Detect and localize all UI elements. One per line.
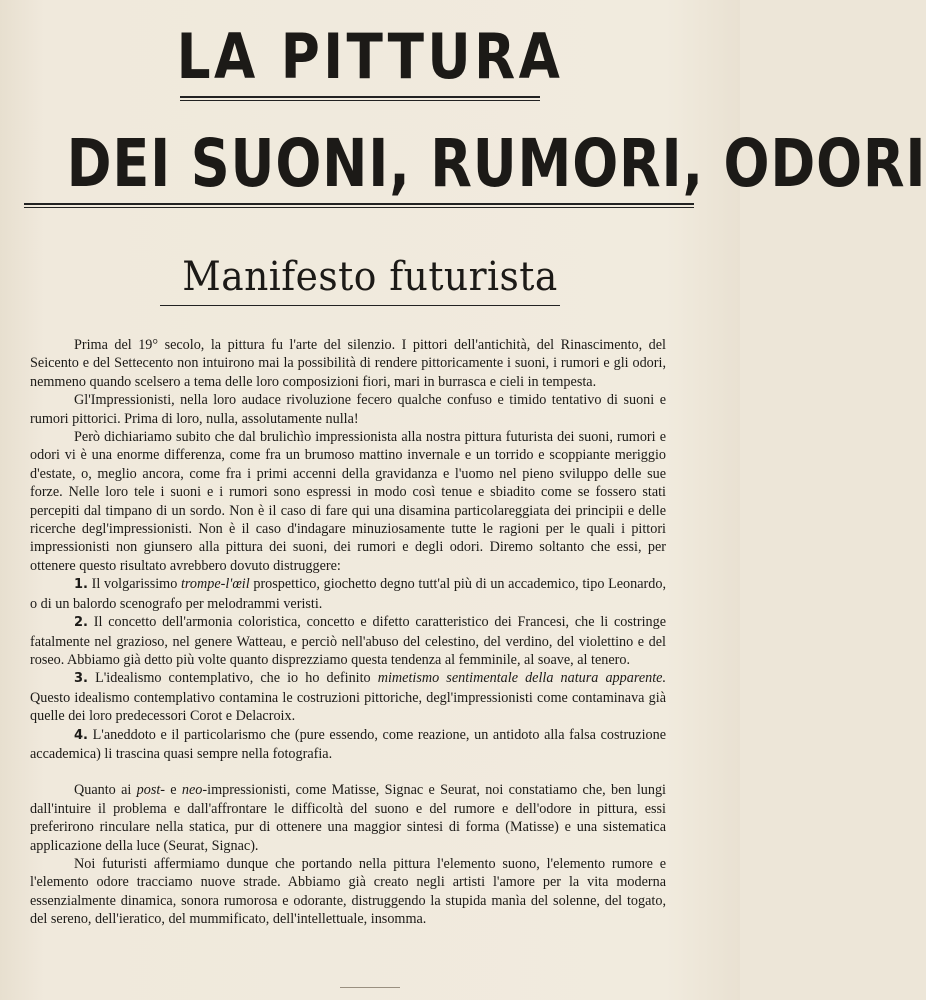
paragraph-4-text-c: -impressionisti, come Matisse, Signac e Seurat, noi constatiamo che, ben lungi dall'intuire il problema e dall'affrontare le difficoltà del suono e del rumore e dell'odore in pittura, essi preferirono rinculare nella statica, pur di ottenere una maggior sintesi di forma (Matisse) e una sistematica applicazione della luce (Seurat, Signac).	[30, 782, 666, 854]
paragraph-4-emphasis-neo: neo	[181, 782, 203, 799]
list-item-2	[30, 613, 666, 669]
list-item-2-text: Il concetto dell'armonia coloristica, concetto e difetto caratteristico dei Francesi, che li costringe fatalmente nel grazioso, nel genere Watteau, e perciò nell'abuso del celestino, del verdino, del violettino e del roseo. Abbiamo già detto più volte quanto disprezziamo questa tendenza al femminile, al soave, al tenero.	[30, 614, 667, 668]
title-line-2: DEI SUONI, RUMORI, ODORI	[66, 125, 926, 202]
list-number-3: 3.	[74, 671, 88, 687]
paragraph-3: Però dichiariamo subito che dal brulichìo impressionista alla nostra pittura futurista dei suoni, rumori e odori vi è una enorme differenza, come fra un brumoso mattino invernale e un torrido e scoppiante meriggio d'estate, o, meglio ancora, come fra i primi accenni della gravidanza e l'uomo nel pieno sviluppo delle sue forze. Nelle loro tele i suoni e i rumori sono espressi in modo così tenue e sbiadito come se fossero stati percepiti dal timpano di un sordo. Non è il caso di fare qui una disamina particolareggiata dei principii e delle ricerche degl'impressionisti. Non è il caso d'indagare minuziosamente tutte le ragioni per le quali i pittori impressionisti non giunsero alla pittura dei suoni, dei rumori e degli odori. Diremo soltanto che essi, per ottenere questo risultato avrebbero dovuto distruggere:	[30, 429, 666, 574]
title-divider-top	[180, 96, 540, 101]
list-item-1	[30, 575, 666, 613]
paragraph-4-emphasis-post: post-	[136, 782, 165, 799]
list-item-3	[30, 669, 666, 725]
paragraph-4-text-b: e	[165, 782, 182, 799]
subtitle-underline	[160, 305, 560, 306]
paragraph-4	[30, 781, 666, 855]
list-item-3-emphasis: mimetismo sentimentale della natura apparente.	[377, 670, 667, 687]
page-bottom-mark	[340, 987, 400, 994]
paragraph-2: Gl'Impressionisti, nella loro audace rivoluzione fecero qualche confuso e timido tentativo di suoni e rumori pittorici. Prima di loro, nulla, assolutamente nulla!	[30, 392, 666, 427]
list-item-3-text-b: Questo idealismo contemplativo contamina le costruzioni pittoriche, degl'impressionisti come contaminava già quelle dei loro predecessori Corot e Delacroix.	[30, 689, 666, 725]
list-item-3-text-a: L'idealismo contemplativo, che io ho definito	[95, 670, 378, 687]
manifesto-body	[30, 336, 666, 929]
paragraph-1: Prima del 19° secolo, la pittura fu l'arte del silenzio. I pittori dell'antichità, del Rinascimento, del Seicento e del Settecento non intuirono mai la possibilità di rendere pittoricamente i suoni, i rumori e gli odori, nemmeno quando scelsero a tema delle loro composizioni fiori, mari in burrasca e cieli in tempesta.	[30, 337, 666, 390]
title-line-1: LA PITTURA	[176, 20, 564, 93]
subtitle: Manifesto futurista	[182, 254, 558, 300]
list-item-4-text: L'aneddoto e il particolarismo che (pure essendo, come reazione, un antidoto alla falsa costruzione accademica) li trascina quasi sempre nella fotografia.	[30, 726, 667, 762]
list-item-1-text-a: Il volgarissimo	[91, 576, 181, 593]
section-gap	[30, 763, 666, 781]
title-divider-bottom	[24, 203, 694, 208]
list-item-1-emphasis: trompe-l'œil	[180, 576, 250, 593]
paragraph-5: Noi futuristi affermiamo dunque che portando nella pittura l'elemento suono, l'elemento rumore e l'elemento odore tracciamo nuove strade. Abbiamo già creato negli artisti l'amore per la vita moderna essenzialmente dinamica, sonora rumorosa e odorante, distruggendo la stupida manìa del solenne, del togato, del sereno, dell'ieratico, del mummificato, dell'intellettuale, insomma.	[30, 855, 666, 928]
list-number-1: 1.	[74, 577, 88, 593]
list-item-4	[30, 726, 666, 764]
list-item-1-text-b: prospettico, giochetto degno tutt'al più di un accademico, tipo Leonardo, o di un balordo scenografo per melodrammi veristi.	[30, 576, 666, 612]
list-number-2: 2.	[74, 615, 88, 631]
list-number-4: 4.	[74, 727, 88, 743]
paragraph-4-text-a: Quanto ai	[74, 782, 137, 799]
